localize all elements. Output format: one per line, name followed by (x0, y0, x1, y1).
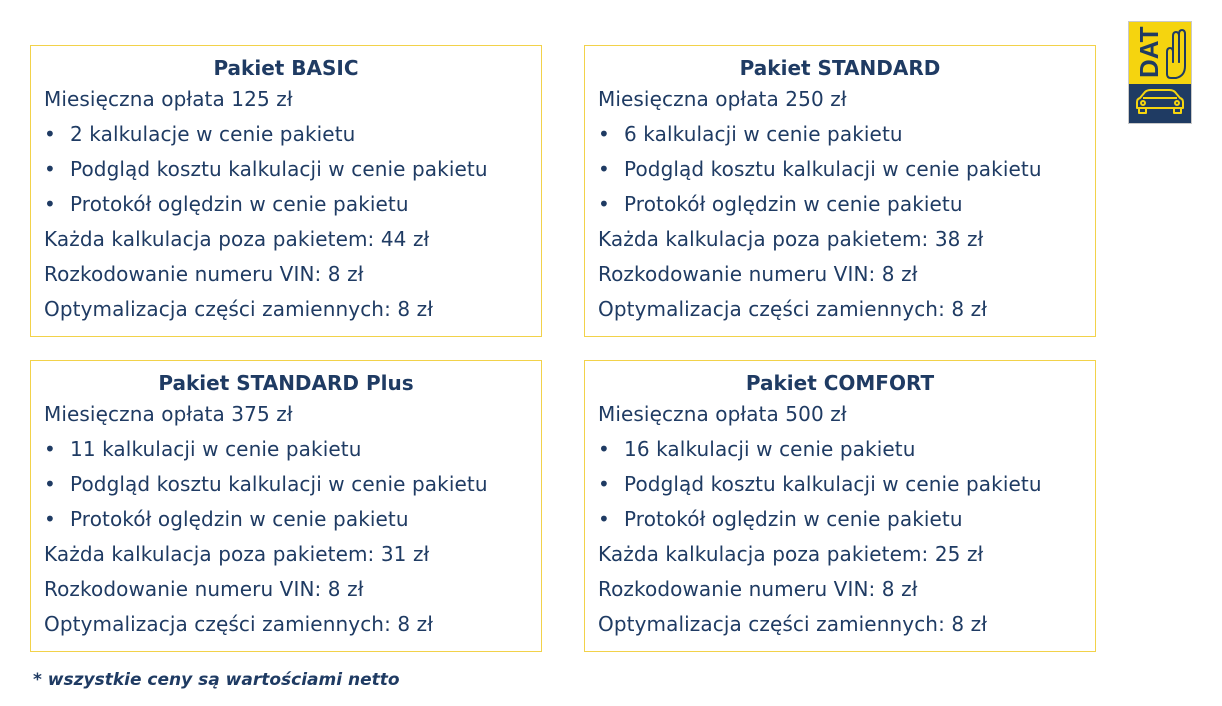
list-item-text: 2 kalkulacje w cenie pakietu (70, 122, 356, 146)
list-item-text: Podgląd kosztu kalkulacji w cenie pakietu (624, 157, 1042, 181)
list-item (598, 432, 1095, 467)
package-title: Pakiet STANDARD Plus (158, 371, 414, 395)
bullet-icon: • (598, 507, 610, 531)
bullet-icon: • (598, 122, 610, 146)
parts-optimization-price: Optymalizacja części zamiennych: 8 zł (44, 612, 434, 636)
list-item (44, 117, 541, 152)
list-item (598, 187, 1095, 222)
package-card-basic (30, 45, 542, 337)
bullet-icon: • (44, 122, 56, 146)
bullet-icon: • (44, 507, 56, 531)
bullet-icon: • (44, 472, 56, 496)
list-item (598, 152, 1095, 187)
parts-optimization-price: Optymalizacja części zamiennych: 8 zł (598, 297, 988, 321)
monthly-fee: Miesięczna opłata 500 zł (598, 402, 847, 426)
list-item (44, 432, 541, 467)
bullet-icon: • (598, 192, 610, 216)
list-item (598, 467, 1095, 502)
list-item-text: 6 kalkulacji w cenie pakietu (624, 122, 903, 146)
list-item (44, 502, 541, 537)
list-item-text: Protokół oględzin w cenie pakietu (624, 192, 963, 216)
bullet-icon: • (598, 157, 610, 181)
dat-logo-icon (1129, 22, 1191, 123)
list-item (44, 467, 541, 502)
footnote: * wszystkie ceny są wartościami netto (33, 670, 400, 690)
extra-calculation-price: Każda kalkulacja poza pakietem: 38 zł (598, 227, 984, 251)
package-title: Pakiet COMFORT (745, 371, 935, 395)
list-item-text: 11 kalkulacji w cenie pakietu (70, 437, 362, 461)
list-item-text: Podgląd kosztu kalkulacji w cenie pakietu (70, 157, 488, 181)
list-item (598, 502, 1095, 537)
bullet-icon: • (598, 437, 610, 461)
parts-optimization-price: Optymalizacja części zamiennych: 8 zł (598, 612, 988, 636)
package-title: Pakiet STANDARD (739, 56, 941, 80)
vin-decoding-price: Rozkodowanie numeru VIN: 8 zł (44, 262, 364, 286)
dat-logo-text: DAT (1134, 26, 1164, 78)
list-item-text: Podgląd kosztu kalkulacji w cenie pakietu (70, 472, 488, 496)
monthly-fee: Miesięczna opłata 125 zł (44, 87, 293, 111)
monthly-fee: Miesięczna opłata 250 zł (598, 87, 847, 111)
bullet-icon: • (44, 437, 56, 461)
list-item-text: 16 kalkulacji w cenie pakietu (624, 437, 916, 461)
extra-calculation-price: Każda kalkulacja poza pakietem: 31 zł (44, 542, 430, 566)
package-title: Pakiet BASIC (213, 56, 359, 80)
monthly-fee: Miesięczna opłata 375 zł (44, 402, 293, 426)
list-item (598, 117, 1095, 152)
vin-decoding-price: Rozkodowanie numeru VIN: 8 zł (598, 262, 918, 286)
package-card-comfort (584, 360, 1096, 652)
vin-decoding-price: Rozkodowanie numeru VIN: 8 zł (598, 577, 918, 601)
vin-decoding-price: Rozkodowanie numeru VIN: 8 zł (44, 577, 364, 601)
bullet-icon: • (44, 157, 56, 181)
bullet-icon: • (44, 192, 56, 216)
parts-optimization-price: Optymalizacja części zamiennych: 8 zł (44, 297, 434, 321)
list-item-text: Protokół oględzin w cenie pakietu (70, 192, 409, 216)
package-card-standard (584, 45, 1096, 337)
list-item-text: Protokół oględzin w cenie pakietu (70, 507, 409, 531)
package-card-standard-plus (30, 360, 542, 652)
extra-calculation-price: Każda kalkulacja poza pakietem: 44 zł (44, 227, 430, 251)
list-item-text: Protokół oględzin w cenie pakietu (624, 507, 963, 531)
list-item (44, 152, 541, 187)
dat-logo (1128, 21, 1192, 124)
extra-calculation-price: Każda kalkulacja poza pakietem: 25 zł (598, 542, 984, 566)
list-item (44, 187, 541, 222)
bullet-icon: • (598, 472, 610, 496)
list-item-text: Podgląd kosztu kalkulacji w cenie pakietu (624, 472, 1042, 496)
